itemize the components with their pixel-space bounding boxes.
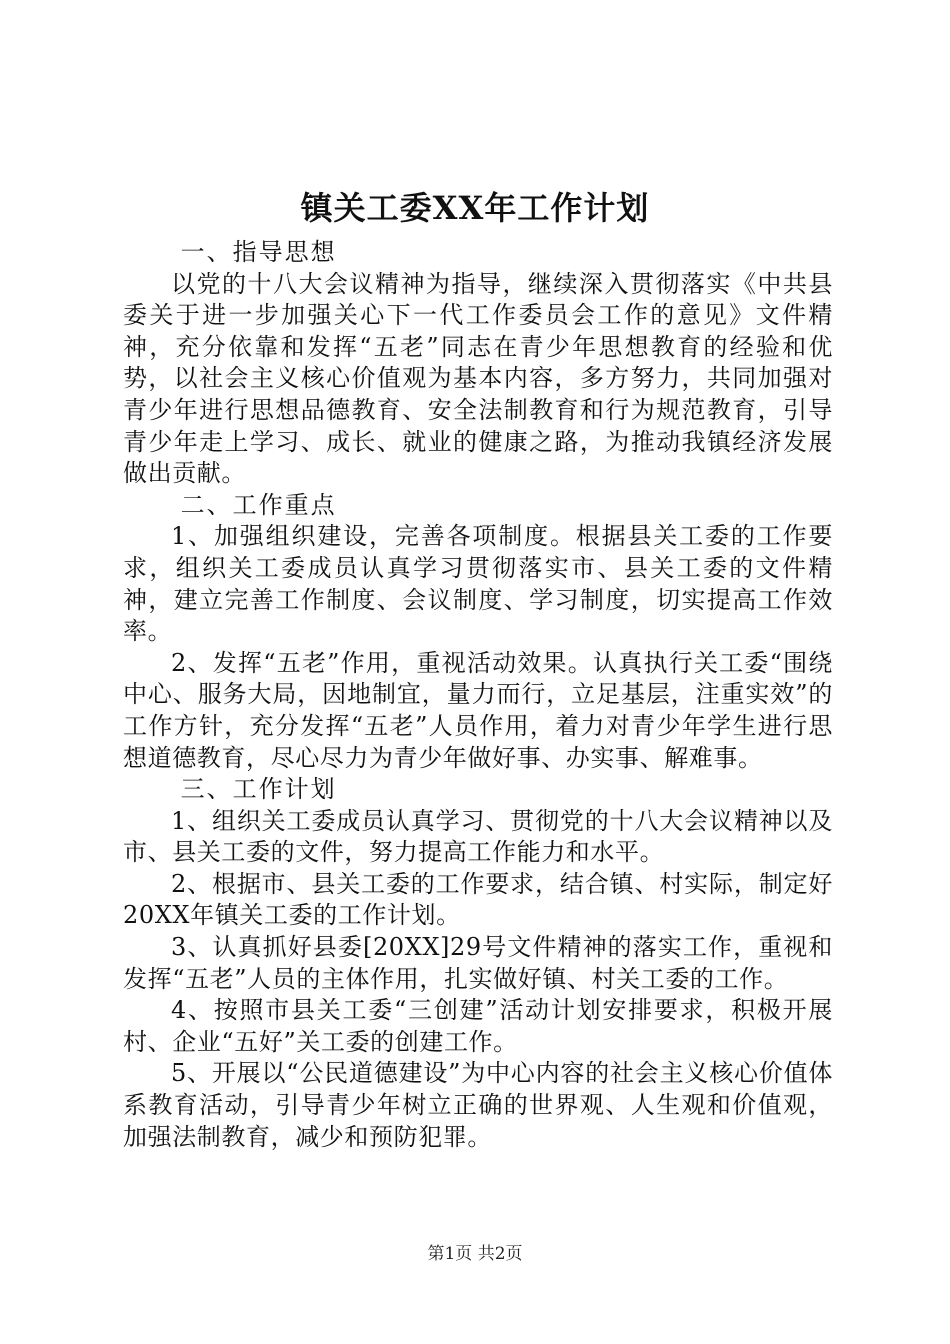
paragraph-work-focus-2: 2、发挥“五老”作用，重视活动效果。认真执行关工委“围绕中心、服务大局，因地制宜，量力而行，立足基层，注重实效”的工作方针，充分发挥“五老”人员作用，着力对青少年学生进行思想道德教育，尽心尽力为青少年做好事、办实事、解难事。 xyxy=(123,648,833,772)
document-title: 镇关工委XX年工作计划 xyxy=(300,189,650,227)
paragraph-work-plan-4: 4、按照市县关工委“三创建”活动计划安排要求，积极开展村、企业“五好”关工委的创建工作。 xyxy=(123,996,833,1056)
paragraph-guiding-thought: 以党的十八大会议精神为指导，继续深入贯彻落实《中共县委关于进一步加强关心下一代工作委员会工作的意见》文件精神，充分依靠和发挥“五老”同志在青少年思想教育的经验和优势，以社会主义核心价值观为基本内容，多方努力，共同加强对青少年进行思想品德教育、安全法制教育和行为规范教育，引导青少年走上学习、成长、就业的健康之路，为推动我镇经济发展做出贡献。 xyxy=(123,269,833,488)
document-body xyxy=(123,237,833,1153)
page-number-footer: 第1页 共2页 xyxy=(427,1244,523,1264)
paragraph-work-plan-2: 2、根据市、县关工委的工作要求，结合镇、村实际，制定好20XX年镇关工委的工作计划。 xyxy=(123,869,833,930)
paragraph-work-plan-1: 1、组织关工委成员认真学习、贯彻党的十八大会议精神以及市、县关工委的文件，努力提高工作能力和水平。 xyxy=(123,806,833,867)
paragraph-work-plan-5: 5、开展以“公民道德建设”为中心内容的社会主义核心价值体系教育活动，引导青少年树立正确的世界观、人生观和价值观，加强法制教育，减少和预防犯罪。 xyxy=(123,1059,833,1151)
section-heading-work-plan: 三、工作计划 xyxy=(180,775,337,804)
paragraph-work-focus-1: 1、加强组织建设，完善各项制度。根据县关工委的工作要求，组织关工委成员认真学习贯彻落实市、县关工委的文件精神，建立完善工作制度、会议制度、学习制度，切实提高工作效率。 xyxy=(123,522,833,646)
paragraph-work-plan-3: 3、认真抓好县委[20XX]29号文件精神的落实工作，重视和发挥“五老”人员的主体作用，扎实做好镇、村关工委的工作。 xyxy=(123,933,833,993)
section-heading-guiding-thought: 一、指导思想 xyxy=(180,238,337,266)
section-heading-work-focus: 二、工作重点 xyxy=(180,490,337,519)
